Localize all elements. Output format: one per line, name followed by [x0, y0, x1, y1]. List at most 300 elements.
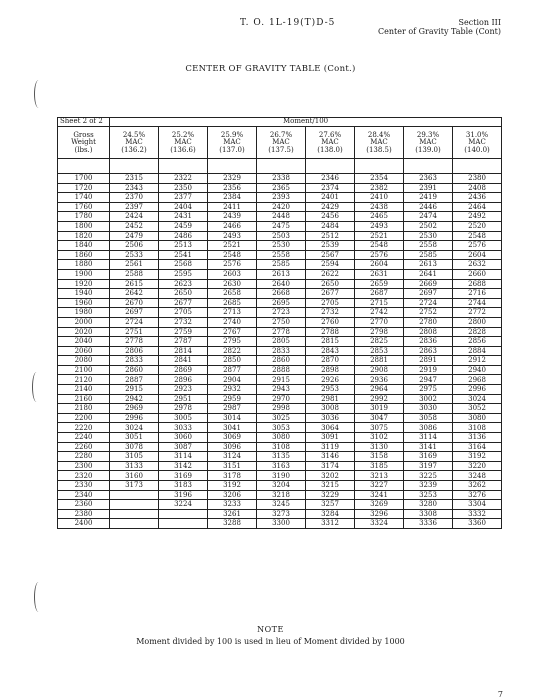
weight-cell: 2400	[58, 519, 110, 529]
moment-cell: 3190	[257, 471, 306, 481]
moment-cell: 2404	[159, 202, 208, 212]
moment-cell: 2419	[404, 193, 453, 203]
moment-cell: 3239	[404, 481, 453, 491]
moment-cell: 3091	[306, 433, 355, 443]
moment-cell: 2919	[404, 365, 453, 375]
moment-cell: 3008	[306, 404, 355, 414]
moment-cell: 2891	[404, 356, 453, 366]
table-row	[58, 269, 502, 279]
moment-cell: 2964	[355, 385, 404, 395]
mac-header-line: 27.6%	[318, 130, 342, 139]
weight-cell: 2380	[58, 509, 110, 519]
moment-cell: 2778	[257, 327, 306, 337]
weight-cell: 2200	[58, 413, 110, 423]
moment-cell: 3213	[355, 471, 404, 481]
moment-cell: 2953	[306, 385, 355, 395]
moment-cell: 2713	[208, 308, 257, 318]
weight-cell: 1960	[58, 298, 110, 308]
moment-cell: 2969	[110, 404, 159, 414]
moment-cell: 3169	[404, 452, 453, 462]
moment-cell: 2778	[110, 337, 159, 347]
table-row	[58, 433, 502, 443]
moment-cell: 3332	[453, 509, 502, 519]
moment-cell: 2975	[404, 385, 453, 395]
mac-header-line: 29.3%	[416, 130, 440, 139]
moment-cell: 3296	[355, 509, 404, 519]
moment-cell: 2548	[355, 241, 404, 251]
moment-cell: 2669	[404, 279, 453, 289]
moment-cell: 2604	[453, 250, 502, 260]
moment-cell: 2479	[110, 231, 159, 241]
moment-cell: 3102	[355, 433, 404, 443]
table-row	[58, 423, 502, 433]
moment-cell: 3280	[404, 500, 453, 510]
mac-header-line: (136.6)	[170, 145, 196, 154]
margin-mark	[34, 582, 43, 612]
moment-cell: 2622	[306, 269, 355, 279]
moment-cell: 2520	[453, 221, 502, 231]
mac-column-header	[257, 127, 306, 159]
weight-cell: 2180	[58, 404, 110, 414]
mac-header-line: MAC	[125, 138, 143, 147]
moment-cell: 2343	[110, 183, 159, 193]
moment-cell: 2429	[306, 202, 355, 212]
moment-cell: 2863	[404, 346, 453, 356]
moment-cell: 3033	[159, 423, 208, 433]
moment-cell: 2940	[453, 365, 502, 375]
moment-cell	[110, 500, 159, 510]
table-row	[58, 279, 502, 289]
moment-cell: 2567	[306, 250, 355, 260]
moment-cell: 2987	[208, 404, 257, 414]
moment-cell: 2968	[453, 375, 502, 385]
table-row	[58, 442, 502, 452]
moment-cell: 2822	[208, 346, 257, 356]
table-row	[58, 452, 502, 462]
moment-cell: 2947	[404, 375, 453, 385]
weight-cell: 2300	[58, 461, 110, 471]
moment-cell: 2533	[110, 250, 159, 260]
moment-cell: 3151	[208, 461, 257, 471]
mac-header-line: 28.4%	[367, 130, 391, 139]
moment-cell: 2329	[208, 174, 257, 184]
moment-cell: 3024	[453, 394, 502, 404]
weight-cell: 1700	[58, 174, 110, 184]
mac-column-header	[208, 127, 257, 159]
table-row	[58, 356, 502, 366]
table-row	[58, 260, 502, 270]
moment-cell: 2630	[208, 279, 257, 289]
moment-cell: 3124	[208, 452, 257, 462]
moment-cell: 2492	[453, 212, 502, 222]
moment-cell: 2623	[159, 279, 208, 289]
moment-cell: 2465	[355, 212, 404, 222]
moment-cell: 2659	[355, 279, 404, 289]
moment-cell: 2915	[257, 375, 306, 385]
mac-header-line: MAC	[272, 138, 290, 147]
moment-cell: 2677	[159, 298, 208, 308]
moment-cell: 2603	[208, 269, 257, 279]
moment-cell: 2548	[208, 250, 257, 260]
moment-cell: 2377	[159, 193, 208, 203]
gross-weight-line: Weight	[71, 138, 96, 147]
moment-cell: 2475	[257, 221, 306, 231]
moment-cell: 2716	[453, 289, 502, 299]
moment-cell: 3075	[355, 423, 404, 433]
table-row	[58, 183, 502, 193]
table-row	[58, 317, 502, 327]
moment-cell: 2996	[110, 413, 159, 423]
moment-cell: 3204	[257, 481, 306, 491]
moment-cell: 2322	[159, 174, 208, 184]
moment-cell: 3257	[306, 500, 355, 510]
note-title: NOTE	[257, 625, 284, 634]
moment-cell: 3218	[257, 490, 306, 500]
moment-cell: 2836	[404, 337, 453, 347]
moment-cell: 3052	[453, 404, 502, 414]
mac-header-line: (138.0)	[317, 145, 343, 154]
moment-cell: 3069	[208, 433, 257, 443]
moment-cell: 3224	[159, 500, 208, 510]
moment-cell: 2493	[355, 221, 404, 231]
moment-cell: 3058	[404, 413, 453, 423]
moment-cell: 3080	[257, 433, 306, 443]
moment-cell	[110, 509, 159, 519]
moment-cell: 2881	[355, 356, 404, 366]
weight-cell: 1820	[58, 231, 110, 241]
moment-cell: 2370	[110, 193, 159, 203]
moment-cell: 2787	[159, 337, 208, 347]
moment-cell	[159, 509, 208, 519]
moment-cell: 2981	[306, 394, 355, 404]
moment-cell: 2530	[404, 231, 453, 241]
moment-cell: 2561	[110, 260, 159, 270]
moment-cell: 3206	[208, 490, 257, 500]
moment-cell: 2408	[453, 183, 502, 193]
moment-cell: 2740	[208, 317, 257, 327]
weight-cell: 2280	[58, 452, 110, 462]
moment-cell: 2493	[208, 231, 257, 241]
moment-cell: 3114	[159, 452, 208, 462]
table-row	[58, 346, 502, 356]
moment-cell: 3060	[159, 433, 208, 443]
moment-cell: 3135	[257, 452, 306, 462]
moment-cell: 3185	[355, 461, 404, 471]
moment-cell: 2576	[208, 260, 257, 270]
moment-cell: 2541	[159, 250, 208, 260]
mac-header-line: (136.2)	[121, 145, 147, 154]
moment-cell: 2464	[453, 202, 502, 212]
moment-cell: 3261	[208, 509, 257, 519]
moment-cell: 2521	[355, 231, 404, 241]
moment-cell: 2856	[453, 337, 502, 347]
table-row	[58, 500, 502, 510]
moment-cell: 3169	[159, 471, 208, 481]
moment-cell: 2752	[404, 308, 453, 318]
moment-cell: 3108	[257, 442, 306, 452]
table-row	[58, 337, 502, 347]
table-row	[58, 519, 502, 529]
moment-cell: 2877	[208, 365, 257, 375]
weight-cell: 2220	[58, 423, 110, 433]
moment-cell: 3324	[355, 519, 404, 529]
moment-cell	[110, 519, 159, 529]
moment-cell: 3119	[306, 442, 355, 452]
moment-cell: 2588	[110, 269, 159, 279]
moment-cell: 2850	[208, 356, 257, 366]
table-row	[58, 327, 502, 337]
moment-cell: 2502	[404, 221, 453, 231]
moment-cell: 3202	[306, 471, 355, 481]
moment-cell: 3183	[159, 481, 208, 491]
moment-cell: 2474	[404, 212, 453, 222]
moment-cell: 2411	[208, 202, 257, 212]
moment-cell: 2350	[159, 183, 208, 193]
mac-header-line: MAC	[223, 138, 241, 147]
table-row	[58, 471, 502, 481]
weight-cell: 1740	[58, 193, 110, 203]
mac-column-header	[306, 127, 355, 159]
moment-cell: 2942	[110, 394, 159, 404]
moment-cell: 2697	[110, 308, 159, 318]
table-row	[58, 202, 502, 212]
moment-cell: 3273	[257, 509, 306, 519]
moment-cell: 2814	[159, 346, 208, 356]
moment-cell: 2732	[306, 308, 355, 318]
moment-cell: 2650	[306, 279, 355, 289]
table-row	[58, 231, 502, 241]
margin-mark	[32, 372, 41, 402]
weight-cell: 2330	[58, 481, 110, 491]
table-row	[58, 461, 502, 471]
moment-cell: 3080	[453, 413, 502, 423]
moment-cell: 2558	[404, 241, 453, 251]
gross-weight-line: Gross	[73, 130, 94, 139]
moment-cell: 3086	[404, 423, 453, 433]
moment-cell: 3336	[404, 519, 453, 529]
moment-cell: 2705	[306, 298, 355, 308]
moment-cell: 2658	[208, 289, 257, 299]
moment-cell: 2486	[159, 231, 208, 241]
moment-cell: 2420	[257, 202, 306, 212]
section-header	[378, 18, 501, 36]
moment-cell: 2503	[257, 231, 306, 241]
moment-cell: 2506	[110, 241, 159, 251]
mac-column-header	[453, 127, 502, 159]
weight-cell: 2040	[58, 337, 110, 347]
moment-cell: 2770	[355, 317, 404, 327]
weight-cell: 2320	[58, 471, 110, 481]
moment-cell: 3288	[208, 519, 257, 529]
moment-cell: 2843	[306, 346, 355, 356]
mac-header-line: 25.9%	[220, 130, 244, 139]
mac-header-line: (137.0)	[219, 145, 245, 154]
moment-cell: 3300	[257, 519, 306, 529]
moment-cell: 2869	[159, 365, 208, 375]
moment-cell: 2970	[257, 394, 306, 404]
moment-cell: 3024	[110, 423, 159, 433]
moment-cell: 2688	[453, 279, 502, 289]
table-row	[58, 385, 502, 395]
moment-cell: 3146	[306, 452, 355, 462]
moment-cell: 2585	[257, 260, 306, 270]
mac-header-line: 26.7%	[269, 130, 293, 139]
moment-cell: 3304	[453, 500, 502, 510]
moment-cell: 2640	[257, 279, 306, 289]
moment-cell: 2951	[159, 394, 208, 404]
moment-cell: 3136	[453, 433, 502, 443]
moment-cell: 2685	[208, 298, 257, 308]
moment-cell: 3163	[257, 461, 306, 471]
cg-table	[57, 117, 502, 529]
moment-cell: 2438	[355, 202, 404, 212]
moment-cell: 2715	[355, 298, 404, 308]
moment-cell: 2576	[355, 250, 404, 260]
moment-cell: 2436	[453, 193, 502, 203]
moment-cell: 2431	[159, 212, 208, 222]
moment-cell: 2397	[110, 202, 159, 212]
moment-cell: 3312	[306, 519, 355, 529]
moment-cell: 3269	[355, 500, 404, 510]
table-row	[58, 365, 502, 375]
moment-cell: 3241	[355, 490, 404, 500]
moment-cell: 2860	[257, 356, 306, 366]
page-title: CENTER OF GRAVITY TABLE (Cont.)	[185, 64, 356, 74]
moment-cell: 2677	[306, 289, 355, 299]
moment-cell: 3047	[355, 413, 404, 423]
moment-cell: 2595	[159, 269, 208, 279]
weight-cell: 1840	[58, 241, 110, 251]
moment-cell: 2452	[110, 221, 159, 231]
moment-cell: 3215	[306, 481, 355, 491]
moment-cell: 2697	[404, 289, 453, 299]
moment-cell: 2860	[110, 365, 159, 375]
table-row	[58, 174, 502, 184]
moment-cell: 2585	[404, 250, 453, 260]
moment-cell: 2795	[208, 337, 257, 347]
moment-cell: 3253	[404, 490, 453, 500]
section-subtitle: Center of Gravity Table (Cont)	[378, 27, 501, 36]
moment-cell: 2410	[355, 193, 404, 203]
mac-header-line: (140.0)	[464, 145, 490, 154]
mac-header-line: MAC	[468, 138, 486, 147]
moment-cell: 3142	[159, 461, 208, 471]
moment-cell: 2978	[159, 404, 208, 414]
moment-cell: 2439	[208, 212, 257, 222]
mac-header-line: MAC	[370, 138, 388, 147]
moment-cell: 2521	[208, 241, 257, 251]
moment-cell: 3087	[159, 442, 208, 452]
gross-weight-header	[58, 127, 110, 159]
moment-cell: 2750	[257, 317, 306, 327]
mac-header-line: 31.0%	[465, 130, 489, 139]
moment-cell: 2992	[355, 394, 404, 404]
moment-cell: 2887	[110, 375, 159, 385]
moment-cell: 3108	[453, 423, 502, 433]
table-row	[58, 490, 502, 500]
moment-cell: 2806	[110, 346, 159, 356]
moment-cell: 3053	[257, 423, 306, 433]
moment-cell: 2354	[355, 174, 404, 184]
moment-cell: 3192	[453, 452, 502, 462]
moment-cell: 2604	[355, 260, 404, 270]
mac-header-line: (138.5)	[366, 145, 392, 154]
moment-cell: 3192	[208, 481, 257, 491]
moment-label: Moment/100	[110, 118, 502, 127]
note-text: Moment divided by 100 is used in lieu of Moment divided by 1000	[136, 637, 405, 646]
moment-cell: 2424	[110, 212, 159, 222]
moment-cell: 3178	[208, 471, 257, 481]
moment-cell: 2932	[208, 385, 257, 395]
moment-cell: 2705	[159, 308, 208, 318]
moment-cell: 2512	[306, 231, 355, 241]
moment-cell: 2724	[404, 298, 453, 308]
moment-cell: 3233	[208, 500, 257, 510]
moment-cell: 2959	[208, 394, 257, 404]
table-row	[58, 308, 502, 318]
table-row	[58, 413, 502, 423]
weight-cell: 1920	[58, 279, 110, 289]
moment-cell: 2767	[208, 327, 257, 337]
moment-cell: 2936	[355, 375, 404, 385]
moment-cell: 2513	[159, 241, 208, 251]
mac-column-header	[110, 127, 159, 159]
moment-cell: 3262	[453, 481, 502, 491]
moment-cell: 2380	[453, 174, 502, 184]
moment-cell: 2833	[257, 346, 306, 356]
moment-cell	[110, 490, 159, 500]
moment-cell: 2800	[453, 317, 502, 327]
weight-cell: 2260	[58, 442, 110, 452]
moment-cell: 3036	[306, 413, 355, 423]
weight-cell: 1800	[58, 221, 110, 231]
table-row	[58, 241, 502, 251]
moment-cell: 3225	[404, 471, 453, 481]
table-body	[58, 174, 502, 529]
moment-cell: 2539	[306, 241, 355, 251]
moment-cell: 2391	[404, 183, 453, 193]
moment-cell: 2613	[257, 269, 306, 279]
moment-cell: 2613	[404, 260, 453, 270]
mac-column-header	[159, 127, 208, 159]
margin-mark	[34, 80, 43, 108]
mac-header-line: MAC	[419, 138, 437, 147]
mac-header-line: MAC	[321, 138, 339, 147]
moment-cell: 2732	[159, 317, 208, 327]
moment-cell: 3105	[110, 452, 159, 462]
moment-cell: 2904	[208, 375, 257, 385]
moment-cell: 2805	[257, 337, 306, 347]
moment-cell: 3130	[355, 442, 404, 452]
table-row	[58, 212, 502, 222]
moment-cell: 3197	[404, 461, 453, 471]
moment-cell: 3245	[257, 500, 306, 510]
moment-cell: 3164	[453, 442, 502, 452]
weight-cell: 1900	[58, 269, 110, 279]
moment-cell: 3096	[208, 442, 257, 452]
weight-cell: 2160	[58, 394, 110, 404]
moment-cell: 2446	[404, 202, 453, 212]
weight-cell: 2100	[58, 365, 110, 375]
moment-cell: 2828	[453, 327, 502, 337]
moment-cell: 2650	[159, 289, 208, 299]
table-row	[58, 481, 502, 491]
moment-cell: 2926	[306, 375, 355, 385]
moment-cell: 3064	[306, 423, 355, 433]
moment-cell: 2912	[453, 356, 502, 366]
moment-cell: 3078	[110, 442, 159, 452]
moment-cell: 3005	[159, 413, 208, 423]
